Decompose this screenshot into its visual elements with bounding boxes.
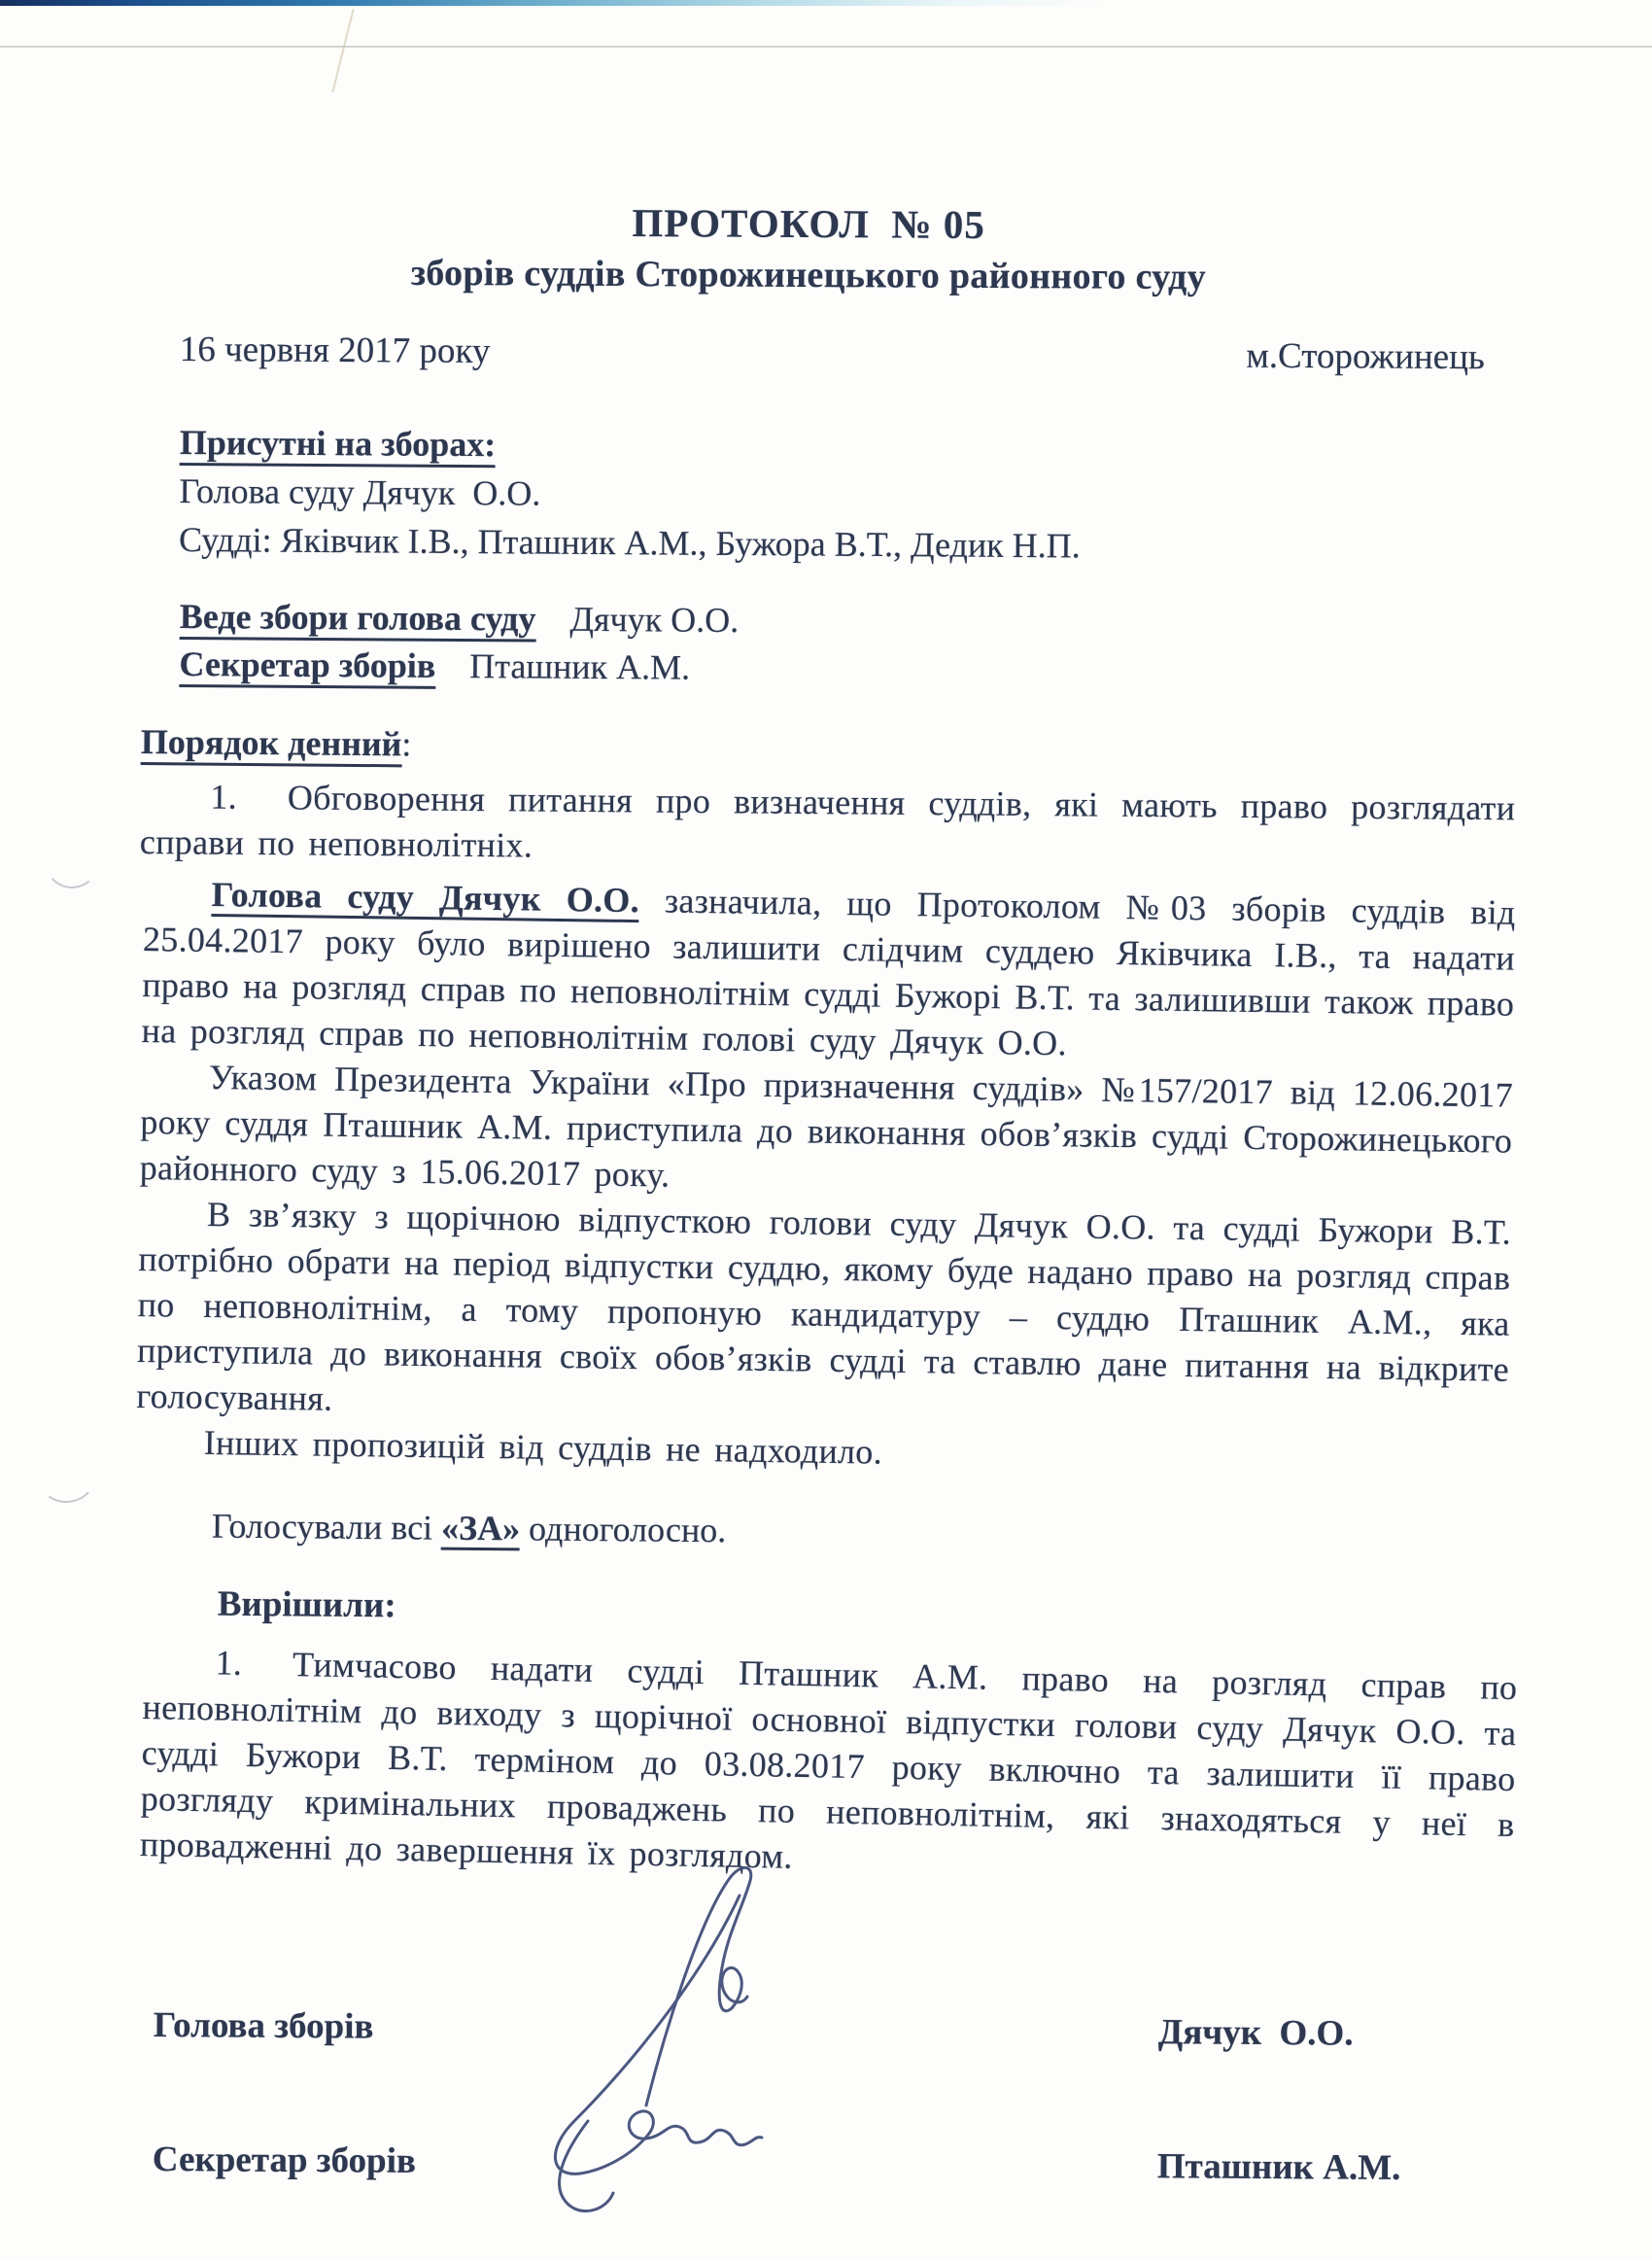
secretary-signature-name: Пташник А.М. xyxy=(1156,2146,1401,2188)
meeting-leads-section xyxy=(179,593,1506,698)
document-date: 16 червня 2017 року xyxy=(179,329,491,371)
agenda-heading-line xyxy=(141,719,1516,777)
document-header xyxy=(0,196,1617,301)
pencil-mark-artifact xyxy=(331,9,354,92)
handwritten-signature xyxy=(500,1845,836,2229)
hole-punch-mark xyxy=(37,1451,98,1506)
vote-emphasis: «ЗА» xyxy=(441,1509,520,1551)
document-subtitle: зборів суддів Сторожинецького районного суду xyxy=(410,252,1207,298)
present-section xyxy=(179,418,1506,574)
document-title: ПРОТОКОЛ № 05 xyxy=(632,200,985,247)
vote-suffix: одноголосно. xyxy=(519,1509,727,1550)
date-place-row xyxy=(180,329,1485,378)
chair-signature-label: Голова зборів xyxy=(153,2005,374,2047)
vote-prefix: Голосували всі xyxy=(211,1506,442,1548)
agenda-item-text: Обговорення питання про визначення суддів, які мають право розглядати справи по неповнолітніх. xyxy=(139,778,1516,865)
present-judges-line: Судді: Яківчик І.В., Пташник А.М., Бужора В.Т., Дедик Н.П. xyxy=(178,519,1081,566)
agenda-item-number: 1. xyxy=(210,777,238,817)
body-paragraph xyxy=(141,871,1531,1073)
present-chair-line: Голова суду Дячук О.О. xyxy=(179,470,541,513)
body-paragraph: Інших пропозицій від суддів не надходило. xyxy=(203,1422,883,1472)
body-paragraph: Указом Президента України «Про призначення суддів» №157/2017 від 12.06.2017 року суддя Пташник А.М. приступила до виконання обов’язків судді Сторожинецького районного суду з 15.06.2017 року. xyxy=(139,1057,1514,1195)
secretary-name: Пташник А.М. xyxy=(469,646,691,687)
speaker-name: Голова суду Дячук О.О. xyxy=(211,875,639,922)
moderator-label: Веде збори голова суду xyxy=(180,597,536,643)
secretary-signature-label: Секретар зборів xyxy=(152,2139,417,2181)
agenda-item xyxy=(140,774,1516,877)
resolution-item-number: 1. xyxy=(215,1643,243,1683)
secretary-label: Секретар зборів xyxy=(179,644,435,689)
scan-line-artifact xyxy=(0,46,1652,48)
scanner-edge-artifact xyxy=(0,0,1103,6)
agenda-heading-colon: : xyxy=(401,724,412,764)
minutes-body xyxy=(135,871,1531,1484)
body-paragraph: В зв’язку з щорічною відпусткою голови суду Дячук О.О. та судді Бужори В.Т. потрібно обрати на період відпустки суддю, якому буде надано право на розгляд справ по неповнолітнім, а тому пропоную кандидатуру – суддю Пташник А.М., яка приступила до виконання своїх обов’язків судді та ставлю дане питання на відкрите голосування. xyxy=(136,1194,1512,1418)
body-paragraph-text: зазначила, що Протоколом №03 зборів суддів від 25.04.2017 року було вирішено залишити слідчим суддею Яківчика І.В., та надати право на розгляд справ по неповнолітнім судді Бужорі В.Т. та залишивши також право на розгляд справ по неповнолітнім голові суду Дячук О.О. xyxy=(141,881,1531,1063)
agenda-heading: Порядок денний xyxy=(141,722,402,767)
resolution-text: Тимчасово надати судді Пташник А.М. право на розгляд справ по неповнолітнім до виходу з щорічної основної відпустки голови суду Дячук О.О. та судді Бужори В.Т. терміном до 03.08.2017 року включно та залишити її право розгляду кримінальних проваджень по неповнолітнім, які знаходяться у неї в провадженні до завершення їх розглядом. xyxy=(139,1644,1518,1876)
secretary-line xyxy=(179,641,1505,698)
moderator-name: Дячук О.О. xyxy=(569,599,740,641)
vote-result-line xyxy=(144,1505,1516,1557)
resolution-heading: Вирішили: xyxy=(217,1583,396,1626)
document-place: м.Сторожинець xyxy=(1246,335,1485,378)
hole-punch-mark xyxy=(43,832,101,890)
chair-signature-name: Дячук О.О. xyxy=(1157,2012,1354,2054)
present-heading: Присутні на зборах: xyxy=(180,423,497,468)
